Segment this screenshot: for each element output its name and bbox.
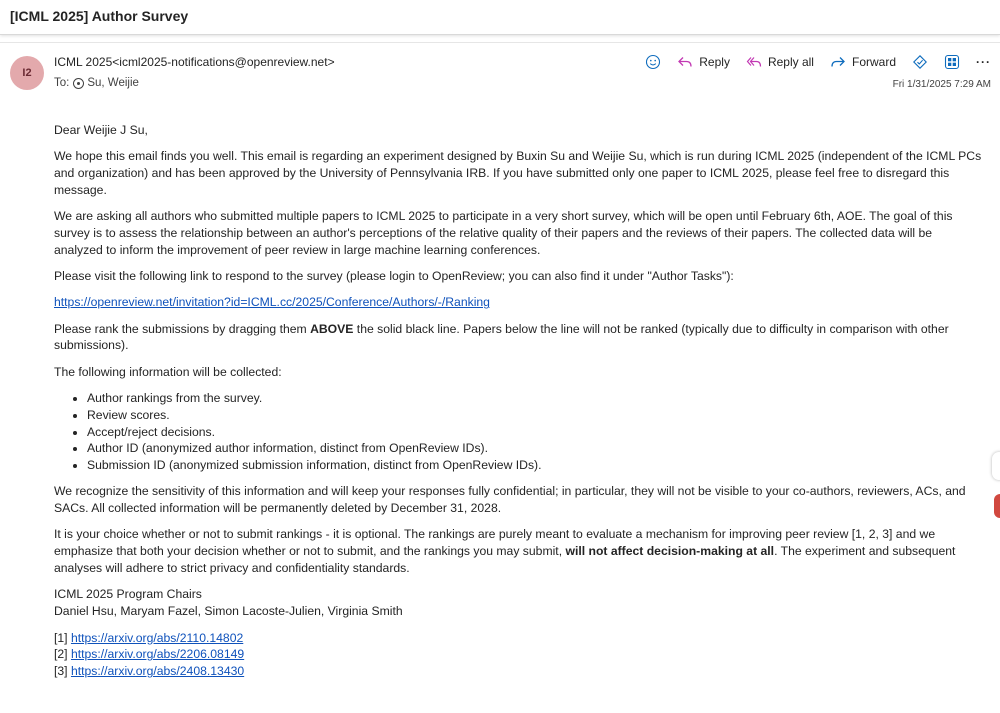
reference-item bbox=[54, 630, 984, 647]
tag-icon bbox=[912, 54, 928, 70]
paragraph-intro: We hope this email finds you well. This email is regarding an experiment designed by Buxin Su and Weijie Su, which is run during ICML 2025 (independent of the ICML PCs and organization) and has been approved by the University of Pennsylvania IRB. If you have submitted only one paper to ICML 2025, please feel free to disregard this message. bbox=[54, 149, 982, 197]
forward-label: Forward bbox=[851, 55, 896, 69]
paragraph-link-instructions: Please visit the following link to respond to the survey (please login to OpenReview; you can also find it under "Author Tasks"): bbox=[54, 269, 734, 284]
more-options-button[interactable]: ··· bbox=[976, 55, 991, 69]
references bbox=[54, 630, 984, 680]
subject-bar bbox=[0, 0, 1000, 35]
signature bbox=[54, 586, 984, 620]
optional-text-pre: It is your choice whether or not to submit rankings - it is optional. The rankings are purely meant to evaluate a mechanism for improving peer review [1, 2, 3] and we emphasize that both your decision whether or not to submit, and the rankings you may submit, bbox=[54, 527, 936, 558]
email-subject: [ICML 2025] Author Survey bbox=[10, 8, 189, 24]
sender-line[interactable] bbox=[54, 55, 335, 69]
reference-link[interactable]: https://arxiv.org/abs/2110.14802 bbox=[70, 630, 244, 645]
list-item: • Review scores. bbox=[87, 407, 984, 424]
forward-button[interactable] bbox=[827, 52, 899, 72]
reference-label: [3] bbox=[54, 664, 68, 679]
to-label: To: bbox=[54, 77, 70, 89]
signature-title: ICML 2025 Program Chairs bbox=[54, 587, 202, 602]
message-body bbox=[54, 122, 984, 680]
paragraph-confidentiality: We recognize the sensitivity of this information and will keep your responses fully confidential; in particular, they will not be visible to your co-authors, reviewers, ACs, and SACs. All collected information will be permanently deleted by December 31, 2028. bbox=[54, 484, 966, 515]
forward-arrow-icon bbox=[830, 54, 846, 70]
side-app-badge[interactable] bbox=[994, 494, 1000, 518]
emoji-react-button[interactable] bbox=[642, 52, 664, 72]
reference-item bbox=[54, 646, 984, 663]
list-item: • Author rankings from the survey. bbox=[87, 390, 984, 407]
message-actions bbox=[642, 52, 994, 72]
reply-all-label: Reply all bbox=[767, 55, 814, 69]
reference-label: [2] bbox=[54, 647, 68, 662]
collected-info-list bbox=[54, 390, 984, 474]
side-panel-handle[interactable] bbox=[992, 452, 1000, 480]
to-line bbox=[54, 77, 139, 89]
sent-date: Fri 1/31/2025 7:29 AM bbox=[892, 79, 991, 90]
reference-link[interactable]: https://arxiv.org/abs/2408.13430 bbox=[70, 664, 245, 679]
ranking-text-pre: Please rank the submissions by dragging them bbox=[54, 321, 311, 336]
sender-name: ICML 2025 bbox=[54, 55, 113, 69]
greeting: Dear Weijie J Su, bbox=[54, 123, 148, 137]
reply-all-button[interactable] bbox=[743, 52, 817, 72]
reference-item bbox=[54, 663, 984, 680]
list-item: • Submission ID (anonymized submission information, distinct from OpenReview IDs). bbox=[87, 457, 984, 474]
optional-text-post: . The experiment and subsequent analyses will adhere to strict privacy and confidentiality standards. bbox=[54, 543, 956, 575]
reference-link[interactable]: https://arxiv.org/abs/2206.08149 bbox=[70, 647, 245, 662]
apps-button[interactable] bbox=[941, 52, 963, 72]
ranking-text-post: the solid black line. Papers below the line will not be ranked (typically due to difficulty in comparison with other submissions). bbox=[54, 321, 949, 353]
paragraph-survey-purpose: We are asking all authors who submitted multiple papers to ICML 2025 to participate in a very short survey, which will be open until February 6th, AOE. The goal of this survey is to assess the relationship between an author's perceptions of the relative quality of their papers and the reviews of their papers. The collected data will be analyzed to inform the improvement of peer review in large machine learning conferences. bbox=[54, 209, 953, 257]
signature-names: Daniel Hsu, Maryam Fazel, Simon Lacoste-Julien, Virginia Smith bbox=[54, 603, 403, 618]
apps-grid-icon bbox=[944, 54, 960, 70]
person-icon bbox=[73, 78, 84, 89]
list-item: • Accept/reject decisions. bbox=[87, 424, 984, 441]
sender-avatar[interactable]: I2 bbox=[10, 56, 44, 90]
sender-email: <icml2025-notifications@openreview.net> bbox=[112, 55, 335, 69]
paragraph-collected-intro: The following information will be collected: bbox=[54, 364, 282, 379]
reply-button[interactable] bbox=[674, 52, 733, 72]
tag-button[interactable] bbox=[909, 52, 931, 72]
survey-link[interactable]: https://openreview.net/invitation?id=ICML.cc/2025/Conference/Authors/-/Ranking bbox=[54, 295, 490, 310]
ranking-text-bold: ABOVE bbox=[310, 321, 354, 336]
reply-label: Reply bbox=[699, 55, 730, 69]
survey-link-paragraph bbox=[54, 294, 984, 311]
optional-text-bold: will not affect decision-making at all bbox=[565, 543, 775, 558]
reply-all-arrow-icon bbox=[746, 54, 762, 70]
smiley-icon bbox=[645, 54, 661, 70]
reference-label: [1] bbox=[54, 630, 68, 645]
paragraph-optional bbox=[54, 526, 984, 576]
list-item: • Author ID (anonymized author information, distinct from OpenReview IDs). bbox=[87, 440, 984, 457]
paragraph-ranking-instructions bbox=[54, 321, 984, 355]
reply-arrow-icon bbox=[677, 54, 693, 70]
recipient-chip[interactable] bbox=[73, 77, 139, 89]
recipient-name: Su, Weijie bbox=[87, 77, 139, 89]
